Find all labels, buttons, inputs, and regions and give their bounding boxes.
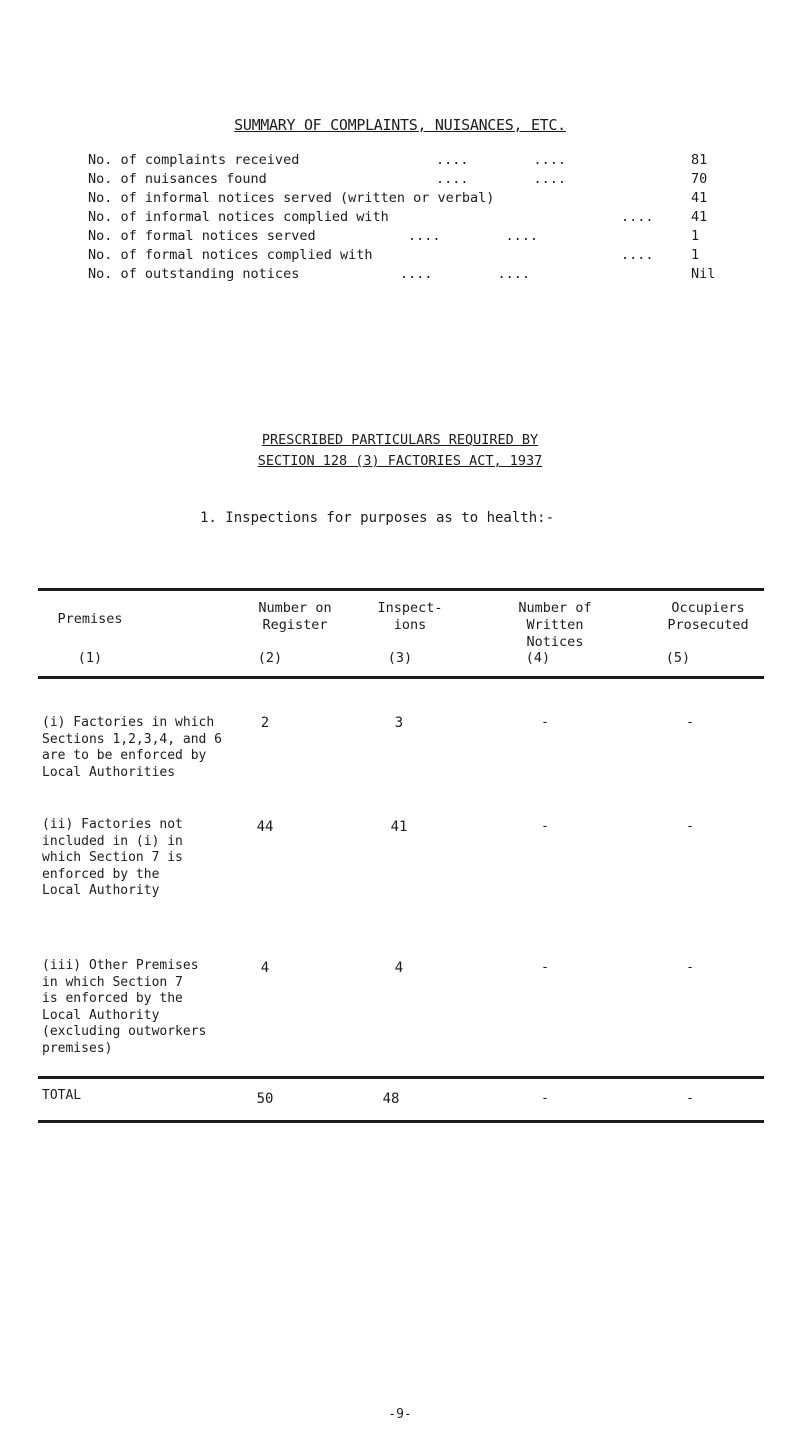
premises-line: in which Section 7 bbox=[42, 974, 183, 990]
total-label: TOTAL bbox=[42, 1088, 82, 1103]
total-prosecuted: - bbox=[686, 1091, 694, 1106]
premises-line: (excluding outworkers bbox=[42, 1024, 207, 1039]
premises-line: Local Authority bbox=[42, 1007, 160, 1023]
summary-dots: .... .... bbox=[436, 152, 567, 168]
summary-label: No. of formal notices complied with bbox=[88, 247, 373, 263]
premises-cell bbox=[42, 958, 252, 1057]
notices-value: - bbox=[541, 960, 549, 975]
page-title: SUMMARY OF COMPLAINTS, NUISANCES, ETC. bbox=[234, 116, 566, 134]
summary-value: Nil bbox=[691, 266, 716, 282]
header-register-line1: Number on bbox=[258, 600, 332, 616]
summary-value: 41 bbox=[691, 190, 708, 206]
premises-line: are to be enforced by bbox=[42, 748, 207, 763]
premises-cell bbox=[42, 715, 252, 781]
notices-value: - bbox=[541, 819, 549, 834]
summary-dots: .... .... bbox=[408, 228, 539, 244]
register-value: 2 bbox=[260, 715, 270, 731]
summary-label: No. of complaints received bbox=[88, 152, 300, 168]
total-top-rule bbox=[38, 1076, 764, 1079]
summary-dots: .... .... bbox=[436, 171, 567, 187]
summary-label: No. of outstanding notices bbox=[88, 266, 300, 282]
summary-value: 1 bbox=[691, 228, 700, 244]
header-occupiers-line1: Occupiers bbox=[671, 600, 745, 616]
inspections-value: 4 bbox=[394, 960, 404, 976]
prosecuted-value: - bbox=[686, 819, 694, 834]
summary-value: 1 bbox=[691, 247, 700, 263]
summary-value: 81 bbox=[691, 152, 708, 168]
register-value: 4 bbox=[260, 960, 270, 976]
summary-row bbox=[88, 190, 708, 209]
inspections-value: 3 bbox=[394, 715, 404, 731]
premises-line: Local Authority bbox=[42, 883, 160, 898]
summary-row bbox=[88, 152, 708, 171]
summary-row bbox=[88, 266, 716, 285]
header-notices-line2: Written bbox=[526, 617, 584, 633]
summary-row bbox=[88, 247, 700, 266]
header-premises: Premises bbox=[57, 611, 123, 627]
summary-value: 70 bbox=[691, 171, 708, 187]
premises-line: (i) Factories in which bbox=[42, 715, 215, 730]
summary-label: No. of formal notices served bbox=[88, 228, 316, 244]
prosecuted-value: - bbox=[686, 960, 694, 975]
total-inspections: 48 bbox=[382, 1091, 400, 1107]
premises-line: enforced by the bbox=[42, 866, 160, 882]
premises-line: is enforced by the bbox=[42, 991, 183, 1006]
premises-line: Sections 1,2,3,4, and 6 bbox=[42, 731, 223, 747]
premises-line: (iii) Other Premises bbox=[42, 958, 199, 973]
prosecuted-value: - bbox=[686, 715, 694, 730]
header-occupiers-line2: Prosecuted bbox=[667, 617, 749, 633]
summary-row bbox=[88, 228, 700, 247]
header-bottom-rule bbox=[38, 676, 764, 679]
section-heading-line2: SECTION 128 (3) FACTORIES ACT, 1937 bbox=[257, 453, 543, 469]
header-notices-number: (4) bbox=[525, 650, 551, 666]
section-heading-line1: PRESCRIBED PARTICULARS REQUIRED BY bbox=[261, 432, 539, 448]
section-intro: 1. Inspections for purposes as to health:- bbox=[200, 510, 555, 526]
summary-dots: .... .... bbox=[400, 266, 531, 282]
table-bottom-rule bbox=[38, 1120, 764, 1123]
header-notices-line1: Number of bbox=[518, 600, 592, 616]
summary-dots: .... bbox=[621, 247, 654, 263]
summary-label: No. of informal notices complied with bbox=[88, 209, 389, 225]
header-inspections-line2: ions bbox=[393, 617, 427, 633]
inspections-value: 41 bbox=[390, 819, 408, 835]
summary-dots: .... bbox=[621, 209, 654, 225]
summary-row bbox=[88, 209, 708, 228]
summary-label: No. of informal notices served (written or verbal) bbox=[88, 190, 495, 206]
summary-row bbox=[88, 171, 708, 190]
total-register: 50 bbox=[256, 1091, 274, 1107]
header-register-number: (2) bbox=[257, 650, 283, 666]
header-notices-line3: Notices bbox=[526, 634, 584, 650]
premises-cell bbox=[42, 817, 252, 900]
premises-line: Local Authorities bbox=[42, 764, 176, 780]
header-inspections-number: (3) bbox=[387, 650, 413, 666]
premises-line: premises) bbox=[42, 1040, 113, 1056]
register-value: 44 bbox=[256, 819, 274, 835]
notices-value: - bbox=[541, 715, 549, 730]
header-register-line2: Register bbox=[262, 617, 328, 633]
header-occupiers-number: (5) bbox=[665, 650, 691, 666]
summary-list bbox=[88, 152, 716, 285]
summary-value: 41 bbox=[691, 209, 708, 225]
header-premises-number: (1) bbox=[77, 650, 103, 666]
premises-line: (ii) Factories not bbox=[42, 817, 183, 832]
premises-line: which Section 7 is bbox=[42, 850, 183, 865]
page-number: -9- bbox=[388, 1407, 412, 1422]
header-inspections-line1: Inspect- bbox=[377, 600, 443, 616]
summary-label: No. of nuisances found bbox=[88, 171, 267, 187]
premises-line: included in (i) in bbox=[42, 833, 183, 849]
total-notices: - bbox=[541, 1091, 549, 1106]
table-top-rule bbox=[38, 588, 764, 591]
